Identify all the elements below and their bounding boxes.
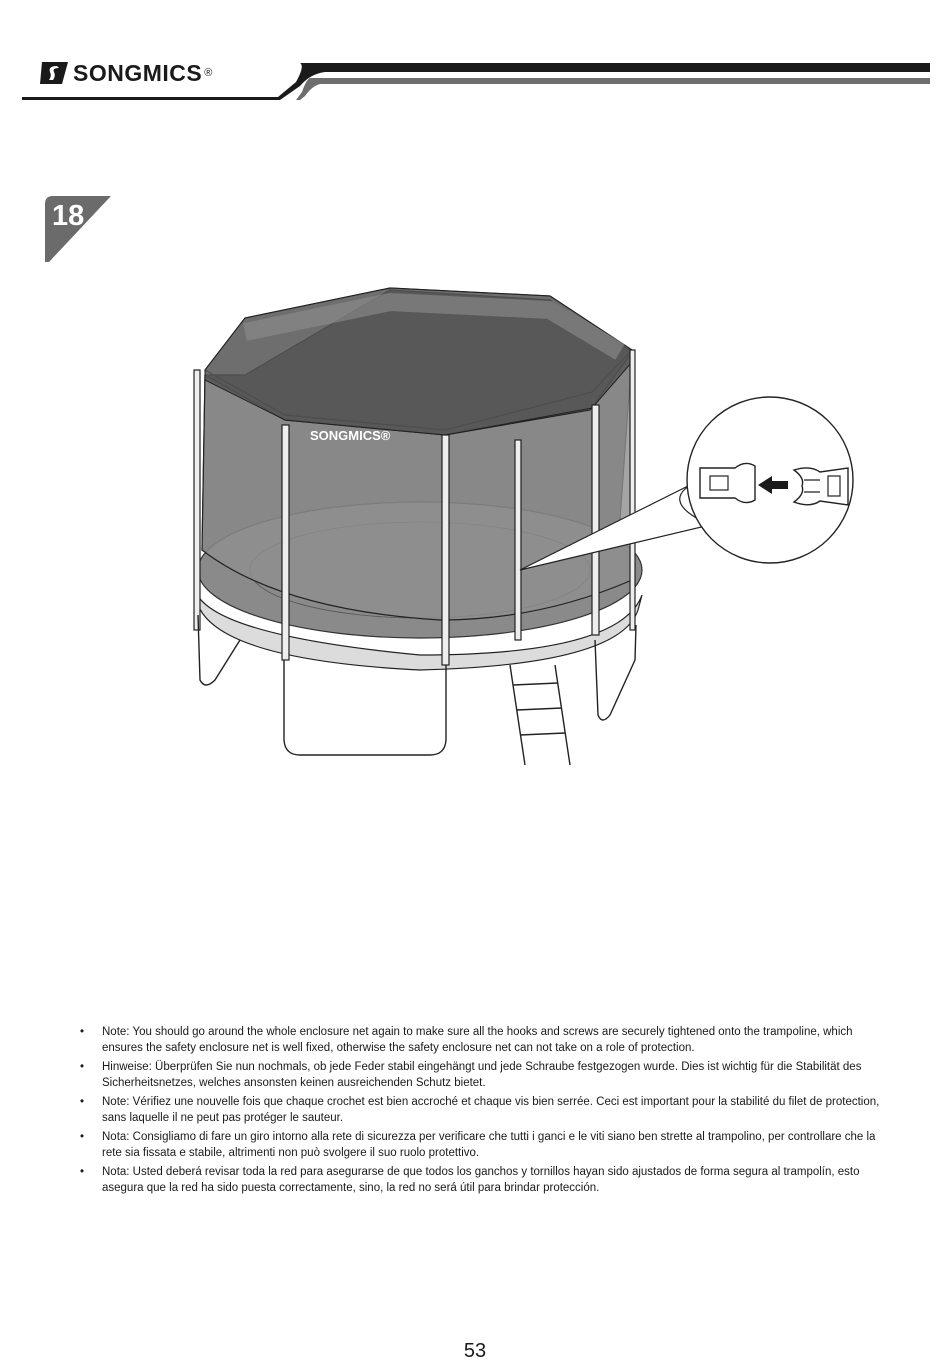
page-number: 53 (463, 1340, 487, 1362)
registered-mark: ® (204, 67, 213, 79)
header-swoosh-lines (0, 0, 950, 110)
note-italian: • Nota: Consigliamo di fare un giro intorno alla rete di sicurezza per verificare che tutti i ganci e le viti siano ben strette al trampolino, per controllare che la rete sia fissata e stabile, altrimenti non può svolgere il suo ruolo protettivo. (80, 1130, 895, 1161)
note-spanish: • Nota: Usted deberá revisar toda la red para asegurarse de que todos los ganchos y tornillos hayan sido ajustados de forma segura al trampolín, esto asegura que la red ha sido puesta correctamente, sino, la red no será útil para brindar protección. (80, 1165, 895, 1196)
page-header (0, 0, 950, 110)
step-number: 18 (52, 200, 85, 232)
note-german: • Hinweise: Überprüfen Sie nun nochmals, ob jede Feder stabil eingehängt und jede Schraube festgezogen wurde. Dies ist wichtig für die Stabilität des Sicherheitsnetzes, welches ansonsten keinen ausreichenden Schutz bietet. (80, 1060, 895, 1091)
note-english: • Note: You should go around the whole enclosure net again to make sure all the hooks and screws are securely tightened onto the trampoline, which ensures the safety enclosure net is well fixed, otherwise the safety enclosure net can not take on a role of protection. (80, 1025, 895, 1056)
notes-list (80, 1025, 895, 1200)
note-french: • Note: Vérifiez une nouvelle fois que chaque crochet est bien accroché et chaque vis bien serrée. Ceci est important pour la stabilité du filet de protection, sans laquelle il ne peut pas protéger le sauteur. (80, 1095, 895, 1126)
brand-name: SONGMICS (73, 59, 203, 86)
brand-logo (40, 58, 212, 88)
trampoline-enclosure-illustration (180, 280, 860, 780)
trampoline-ladder (510, 665, 570, 765)
songmics-logo-icon (40, 58, 70, 88)
net-brand-label: SONGMICS® (310, 428, 391, 443)
